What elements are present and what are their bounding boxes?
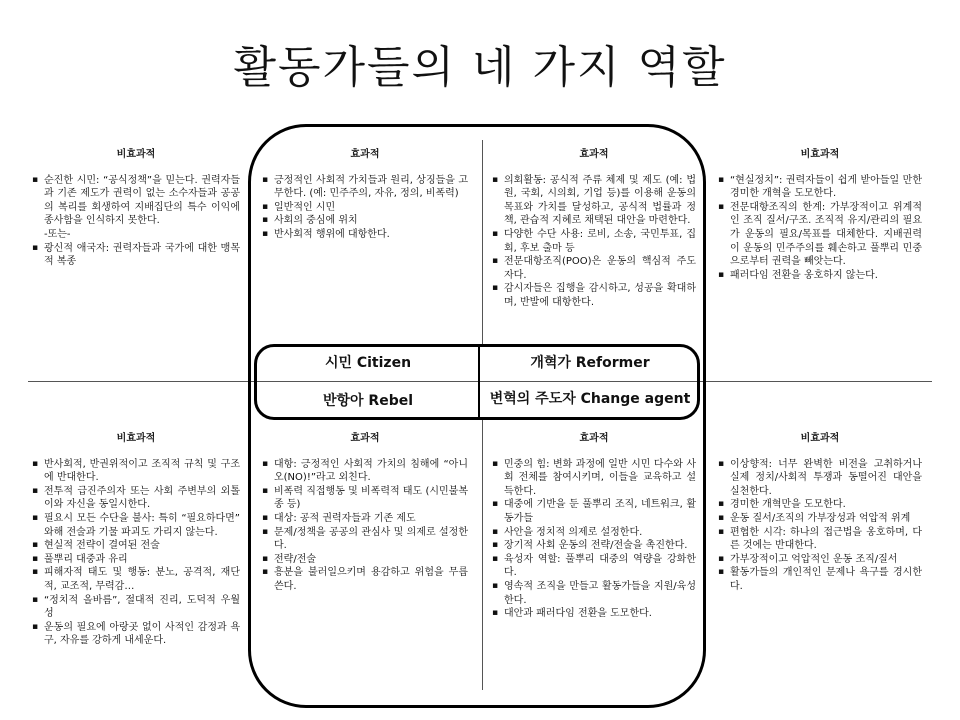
bullet-list xyxy=(718,174,922,283)
bullet-item: ▪ 전투적 급진주의자 또는 사회 주변부의 외톨이와 자신을 동일시한다. xyxy=(32,485,240,512)
role-citizen: 시민 Citizen xyxy=(324,355,412,371)
bullet-item: ▪ 다양한 수단 사용: 로비, 소송, 국민투표, 집회, 후보 출마 등 xyxy=(492,228,696,255)
bullet-list xyxy=(492,174,696,310)
bullet-item: ▪ 육성자 역할: 풀뿌리 대중의 역량을 강화한다. xyxy=(492,553,696,580)
bullet-item: ▪ 현실적 전략이 결여된 전술 xyxy=(32,539,240,553)
bullet-item: ▪ 대항: 긍정적인 사회적 가치의 침해에 “아니오(NO)!”라고 외친다. xyxy=(262,458,468,485)
quadrant-heading: 효과적 xyxy=(350,149,380,160)
quadrant-citizen-effective xyxy=(262,148,468,242)
bullet-item: ▪ 긍정적인 사회적 가치들과 원리, 상징들을 고무한다. (예: 민주주의, 자유, 정의, 비폭력) xyxy=(262,174,468,201)
bullet-item: ▪ 활동가들의 개인적인 문제나 욕구를 경시한다. xyxy=(718,566,922,593)
quadrant-rebel-ineffective xyxy=(32,432,240,648)
bullet-item: ▪ 대안과 패러다임 전환을 도모한다. xyxy=(492,607,696,621)
bullet-item: ▪ 이상향적: 너무 완벽한 비전을 고취하거나 실제 정치/사회적 투쟁과 동떨어진 대안을 실천한다. xyxy=(718,458,922,499)
role-reformer: 개혁가 Reformer xyxy=(530,355,650,371)
quadrant-rebel-effective xyxy=(262,432,468,594)
page-title: 활동가들의 네 가지 역할 xyxy=(233,42,727,93)
bullet-item: ▪ 편협한 시각: 하나의 접근법을 옹호하며, 다른 것에는 반대한다. xyxy=(718,526,922,553)
bullet-item: ▪ 피해자적 태도 및 행동: 분노, 공격적, 재단적, 교조적, 무력감… xyxy=(32,566,240,593)
bullet-item: ▪ 운동 질서/조직의 가부장성과 억압적 위계 xyxy=(718,512,922,526)
quadrant-change-agent-effective xyxy=(492,432,696,621)
quadrant-heading: 비효과적 xyxy=(116,149,156,160)
bullet-item: ▪ 운동의 필요에 아랑곳 없이 사적인 감정과 욕구, 자유를 강하게 내세운다. xyxy=(32,621,240,648)
role-rebel: 반항아 Rebel xyxy=(322,393,414,409)
bullet-item: ▪ 풀뿌리 대중과 유리 xyxy=(32,553,240,567)
bullet-list xyxy=(262,458,468,594)
bullet-item: ▪ 반사회적 행위에 대항한다. xyxy=(262,228,468,242)
bullet-list xyxy=(32,458,240,648)
bullet-item: ▪ 문제/정책을 공공의 관심사 및 의제로 설정한다. xyxy=(262,526,468,553)
bullet-item: ▪ 감시자들은 집행을 감시하고, 성공을 확대하며, 반발에 대항한다. xyxy=(492,282,696,309)
bullet-item: ▪ 민중의 힘: 변화 과정에 일반 시민 다수와 사회 전체를 참여시키며, 이들을 교육하고 설득한다. xyxy=(492,458,696,499)
quadrant-reformer-effective xyxy=(492,148,696,310)
quadrant-heading: 비효과적 xyxy=(800,149,840,160)
quadrant-change-agent-ineffective xyxy=(718,432,922,594)
bullet-item: ▪ 패러다임 전환을 옹호하지 않는다. xyxy=(718,269,922,283)
bullet-list xyxy=(262,174,468,242)
quadrant-heading: 효과적 xyxy=(579,433,609,444)
bullet-item: ▪ 전문대항조직의 한계: 가부장적이고 위계적인 조직 질서/구조. 조직적 유지/관리의 필요가 운동의 필요/목표를 대체한다. 지배권력이 운동의 민주주의를 훼손하고 풀뿌리 민중으로부터 권력을 빼앗는다. xyxy=(718,201,922,269)
bullet-item: ▪ 광신적 애국자: 권력자들과 국가에 대한 맹목적 복종 xyxy=(32,242,240,269)
bullet-item: ▪ 반사회적, 반권위적이고 조직적 규칙 및 구조에 반대한다. xyxy=(32,458,240,485)
bullet-item: ▪ 순진한 시민: “공식정책”을 믿는다. 권력자들과 기존 제도가 권력이 없는 소수자들과 공공의 복리를 회생하여 지배집단의 특수 이익에 종사함을 인식하지 못한다. xyxy=(32,174,240,228)
quadrant-heading: 비효과적 xyxy=(800,433,840,444)
quadrant-heading: 비효과적 xyxy=(116,433,156,444)
bullet-item: ▪ 비폭력 직접행동 및 비폭력적 태도 (시민불복종 등) xyxy=(262,485,468,512)
bullet-item: ▪ 의회활동: 공식적 주류 체제 및 제도 (예: 법원, 국회, 시의회, 기업 등)를 이용해 운동의 목표와 가치를 달성하고, 공식적 법률과 정책, 관습적 지혜로 채택된 대안을 마련한다. xyxy=(492,174,696,228)
bullet-list xyxy=(718,458,922,594)
bullet-item: ▪ 장기적 사회 운동의 전략/전술을 촉진한다. xyxy=(492,539,696,553)
quadrant-heading: 효과적 xyxy=(350,433,380,444)
bullet-item: ▪ 경미한 개혁만을 도모한다. xyxy=(718,498,922,512)
bullet-item: ▪ 대상: 공적 권력자들과 기존 제도 xyxy=(262,512,468,526)
role-change-agent: 변혁의 주도자 Change agent xyxy=(489,391,691,407)
bullet-item: ▪ 흥분을 불러일으키며 용감하고 위험을 무릅쓴다. xyxy=(262,566,468,593)
quadrant-citizen-ineffective xyxy=(32,148,240,269)
bullet-item: ▪ “정치적 올바름”, 절대적 진리, 도덕적 우월성 xyxy=(32,594,240,621)
bullet-list xyxy=(32,174,240,269)
bullet-item: ▪ 영속적 조직을 만들고 활동가들을 지원/육성한다. xyxy=(492,580,696,607)
bullet-item: -또는- xyxy=(44,228,71,240)
bullet-item: ▪ 대중에 기반을 둔 풀뿌리 조직, 네트워크, 활동가들 xyxy=(492,498,696,525)
bullet-item: ▪ 사안을 정치적 의제로 설정한다. xyxy=(492,526,696,540)
quadrant-heading: 효과적 xyxy=(579,149,609,160)
bullet-item: ▪ 사회의 중심에 위치 xyxy=(262,214,468,228)
bullet-item: ▪ 가부장적이고 억압적인 운동 조직/질서 xyxy=(718,553,922,567)
bullet-item: ▪ 일반적인 시민 xyxy=(262,201,468,215)
bullet-item: ▪ 전략/전술 xyxy=(262,553,468,567)
bullet-item: ▪ “현실정치”: 권력자들이 쉽게 받아들일 만한 경미한 개혁을 도모한다. xyxy=(718,174,922,201)
bullet-item: ▪ 전문대항조직(POO)은 운동의 핵심적 주도자다. xyxy=(492,255,696,282)
bullet-item: ▪ 필요시 모든 수단을 불사: 특히 “필요하다면” 와해 전술과 기물 파괴도 가리지 않는다. xyxy=(32,512,240,539)
quadrant-reformer-ineffective xyxy=(718,148,922,282)
bullet-list xyxy=(492,458,696,621)
